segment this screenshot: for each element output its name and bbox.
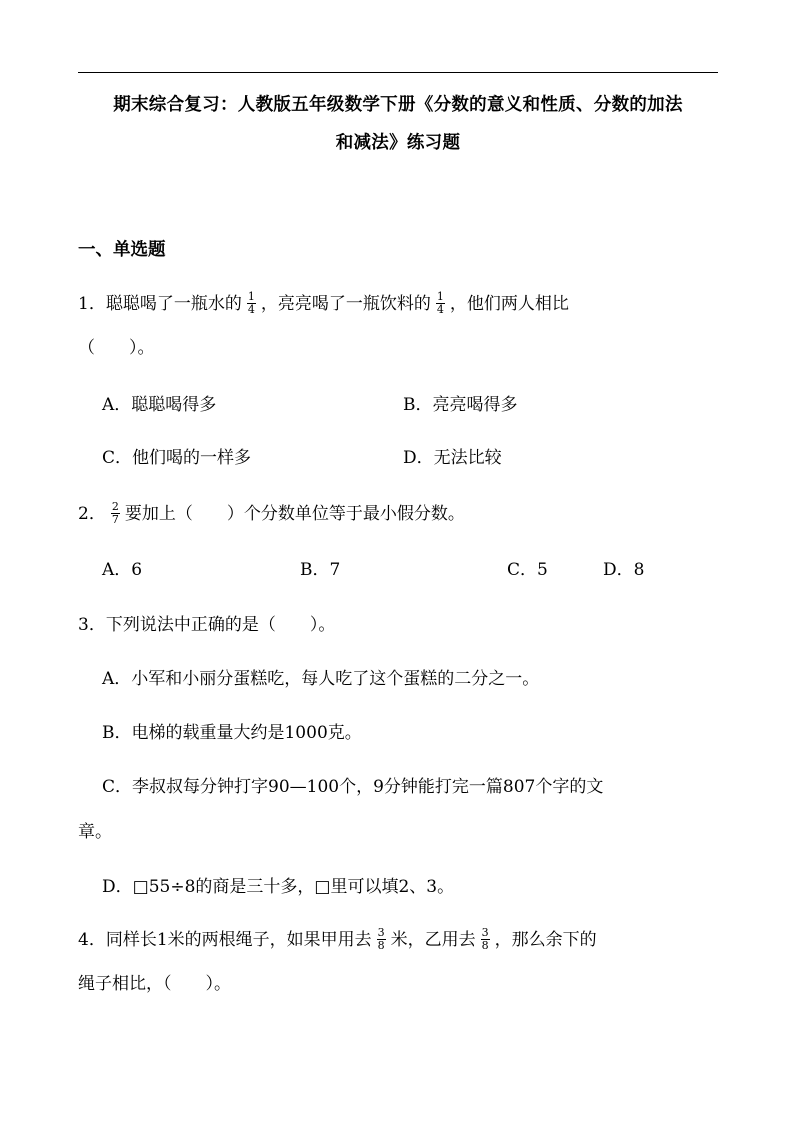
q3-option-a: A．小军和小丽分蛋糕吃，每人吃了这个蛋糕的二分之一。	[102, 669, 540, 689]
q3-option-c-line-1: C．李叔叔每分钟打字90—100个，9分钟能打完一篇807个字的文	[102, 777, 604, 797]
q1-option-d: D．无法比较	[403, 448, 502, 468]
q1-option-a: A．聪聪喝得多	[102, 395, 217, 415]
question-1	[78, 289, 569, 317]
fraction-numerator: 1	[247, 290, 255, 303]
fraction-numerator: 3	[481, 926, 489, 939]
q4-text-prefix: 4．同样长1米的两根绳子，如果甲用去	[78, 930, 372, 950]
q1-option-b: B．亮亮喝得多	[403, 395, 518, 415]
fraction-numerator: 1	[436, 290, 444, 303]
q1-text-prefix: 1．聪聪喝了一瓶水的	[78, 294, 242, 314]
section-heading: 一、单选题	[78, 240, 166, 260]
fraction-denominator: 4	[247, 303, 255, 316]
q2-option-c: C．5	[507, 560, 548, 580]
q1-fraction-2	[436, 291, 445, 316]
q2-option-a: A．6	[102, 560, 143, 580]
fraction-denominator: 4	[436, 303, 444, 316]
fraction-denominator: 8	[377, 939, 385, 952]
q4-text-mid: 米，乙用去	[390, 930, 476, 950]
question-4	[78, 925, 597, 953]
q3-option-d: D．□55÷8的商是三十多，□里可以填2、3。	[102, 877, 455, 897]
question-3: 3．下列说法中正确的是（ ）。	[78, 615, 336, 635]
q2-text-suffix: 要加上（ ）个分数单位等于最小假分数。	[124, 504, 465, 524]
q4-text-suffix: ，那么余下的	[494, 930, 597, 950]
q1-option-c: C．他们喝的一样多	[102, 448, 252, 468]
q4-fraction-1	[377, 927, 386, 952]
fraction-denominator: 8	[481, 939, 489, 952]
q2-option-b: B．7	[300, 560, 341, 580]
q2-text-prefix: 2．	[78, 504, 106, 524]
page-title	[72, 86, 724, 162]
title-line-1: 期末综合复习：人教版五年级数学下册《分数的意义和性质、分数的加法	[113, 95, 683, 115]
q1-fraction-1	[247, 291, 256, 316]
q3-option-b: B．电梯的载重量大约是1000克。	[102, 723, 362, 743]
fraction-numerator: 2	[111, 500, 119, 513]
q1-text-mid: ，亮亮喝了一瓶饮料的	[260, 294, 431, 314]
q2-option-d: D．8	[603, 560, 645, 580]
q1-text-suffix: ，他们两人相比	[449, 294, 569, 314]
q1-text-line-2: （ ）。	[78, 338, 155, 358]
q3-option-c-line-2: 章。	[78, 822, 112, 842]
title-line-2: 和减法》练习题	[335, 133, 461, 153]
q2-fraction	[111, 501, 120, 526]
fraction-numerator: 3	[377, 926, 385, 939]
question-2	[78, 499, 465, 527]
header-rule	[78, 72, 718, 73]
q4-fraction-2	[481, 927, 490, 952]
q4-text-line-2: 绳子相比，（ ）。	[78, 974, 231, 994]
fraction-denominator: 7	[111, 513, 119, 526]
